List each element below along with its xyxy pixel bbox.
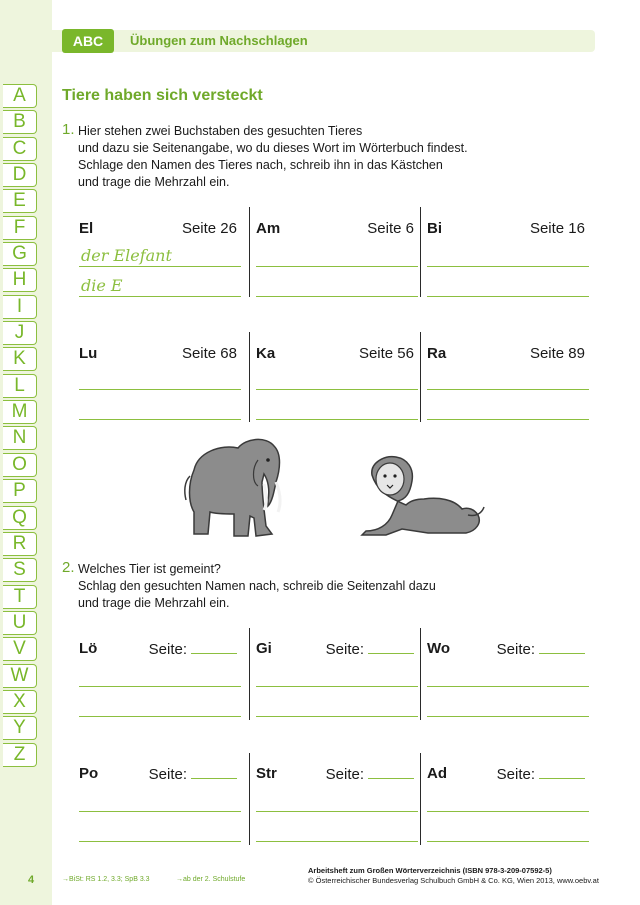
- task1-line: Hier stehen zwei Buchstaben des gesuchten Tieres: [78, 124, 363, 138]
- cell-letters: Gi: [256, 640, 272, 657]
- seite-label: Seite:: [496, 641, 535, 658]
- search-cell: [427, 640, 589, 720]
- seite-label: Seite:: [148, 766, 187, 783]
- alphabet-tab-q: Q: [3, 506, 37, 530]
- alphabet-tab-u: U: [3, 611, 37, 635]
- alphabet-tab-w: W: [3, 664, 37, 688]
- answer-line[interactable]: [256, 841, 418, 842]
- elephant-illustration: [176, 430, 296, 545]
- lookup-cell: [427, 345, 589, 425]
- alphabet-tab-x: X: [3, 690, 37, 714]
- search-cell: [256, 640, 418, 720]
- search-cell: [427, 765, 589, 845]
- alphabet-tab-l: L: [3, 374, 37, 398]
- alphabet-tab-b: B: [3, 110, 37, 134]
- cell-page: Seite 26: [181, 220, 237, 237]
- answer-line[interactable]: [79, 716, 241, 717]
- answer-line[interactable]: [79, 686, 241, 687]
- answer-line[interactable]: [256, 811, 418, 812]
- cell-letters: El: [79, 220, 94, 237]
- lookup-cell: [427, 220, 589, 300]
- lion-illustration: [358, 455, 488, 540]
- alphabet-tab-d: D: [3, 163, 37, 187]
- abc-badge: ABC: [62, 29, 114, 53]
- seite-label: Seite:: [496, 766, 535, 783]
- seite-label: Seite:: [148, 641, 187, 658]
- search-cell: [79, 640, 241, 720]
- cell-letters: Lu: [79, 345, 98, 362]
- lookup-cell: [256, 220, 418, 300]
- task2-line: Schlag den gesuchten Namen nach, schreib die Seitenzahl dazu: [78, 579, 436, 593]
- column-divider: [249, 207, 250, 297]
- task1-number: 1.: [62, 121, 75, 138]
- alphabet-tab-v: V: [3, 637, 37, 661]
- alphabet-tab-h: H: [3, 268, 37, 292]
- seite-label: Seite:: [325, 766, 364, 783]
- alphabet-tab-i: I: [3, 295, 37, 319]
- alphabet-tab-y: Y: [3, 716, 37, 740]
- cell-letters: Bi: [427, 220, 442, 237]
- column-divider: [420, 628, 421, 720]
- cell-letters: Ka: [256, 345, 276, 362]
- alphabet-tab-s: S: [3, 558, 37, 582]
- cell-page: Seite 16: [529, 220, 585, 237]
- cell-letters: Ra: [427, 345, 447, 362]
- answer-line[interactable]: [79, 811, 241, 812]
- task2-instructions: [78, 561, 436, 612]
- alphabet-tab-p: P: [3, 479, 37, 503]
- copyright: © Österreichischer Bundesverlag Schulbuch GmbH & Co. KG, Wien 2013, www.oebv.at: [308, 876, 599, 885]
- answer-line[interactable]: [79, 419, 241, 420]
- alphabet-tab-o: O: [3, 453, 37, 477]
- example-answer-singular: der Elefant: [81, 246, 172, 265]
- alphabet-tab-t: T: [3, 585, 37, 609]
- header-title: Übungen zum Nachschlagen: [130, 33, 308, 48]
- alphabet-tab-e: E: [3, 189, 37, 213]
- cell-letters: Str: [256, 765, 277, 782]
- page-field: [497, 640, 585, 658]
- answer-line[interactable]: [256, 389, 418, 390]
- alphabet-tab-f: F: [3, 216, 37, 240]
- seite-label: Seite:: [325, 641, 364, 658]
- alphabet-tab-n: N: [3, 426, 37, 450]
- alphabet-tab-a: A: [3, 84, 37, 108]
- page-number: 4: [28, 874, 35, 886]
- cell-letters: Wo: [427, 640, 451, 657]
- bist-reference: →BiSt: RS 1.2, 3.3; SpB 3.3: [62, 876, 150, 883]
- task1-line: Schlage den Namen des Tieres nach, schreib ihn in das Kästchen: [78, 158, 443, 172]
- alphabet-tab-j: J: [3, 321, 37, 345]
- answer-line[interactable]: [256, 266, 418, 267]
- column-divider: [420, 207, 421, 297]
- page-number-blank[interactable]: [368, 640, 414, 654]
- search-cell: [256, 765, 418, 845]
- page-field: [326, 640, 414, 658]
- alphabet-tab-r: R: [3, 532, 37, 556]
- answer-line[interactable]: [427, 296, 589, 297]
- task2-line: und trage die Mehrzahl ein.: [78, 596, 230, 610]
- lookup-cell: [79, 220, 241, 300]
- task2-line: Welches Tier ist gemeint?: [78, 562, 221, 576]
- section-title: Tiere haben sich versteckt: [62, 87, 263, 104]
- answer-line[interactable]: [79, 841, 241, 842]
- task2-number: 2.: [62, 559, 75, 576]
- cell-page: Seite 68: [181, 345, 237, 362]
- alphabet-tab-z: Z: [3, 743, 37, 767]
- search-cell: [79, 765, 241, 845]
- answer-line[interactable]: [256, 296, 418, 297]
- answer-line[interactable]: [427, 266, 589, 267]
- answer-line[interactable]: [427, 841, 589, 842]
- answer-line[interactable]: [427, 389, 589, 390]
- lookup-cell: [256, 345, 418, 425]
- cell-page: Seite 89: [529, 345, 585, 362]
- task1-line: und trage die Mehrzahl ein.: [78, 175, 230, 189]
- answer-line[interactable]: [427, 716, 589, 717]
- page-field: [149, 640, 237, 658]
- column-divider: [249, 332, 250, 422]
- publication-title: Arbeitsheft zum Großen Wörterverzeichnis (ISBN 978-3-209-07592-5): [308, 866, 552, 875]
- answer-line[interactable]: [79, 266, 241, 267]
- column-divider: [420, 753, 421, 845]
- task1-instructions: [78, 123, 468, 191]
- page-number-blank[interactable]: [368, 765, 414, 779]
- answer-line[interactable]: [256, 686, 418, 687]
- answer-line[interactable]: [427, 686, 589, 687]
- page-number-blank[interactable]: [539, 765, 585, 779]
- page-number-blank[interactable]: [539, 640, 585, 654]
- answer-line[interactable]: [79, 296, 241, 297]
- cell-letters: Ad: [427, 765, 447, 782]
- column-divider: [420, 332, 421, 422]
- answer-line[interactable]: [427, 811, 589, 812]
- answer-line[interactable]: [427, 419, 589, 420]
- page-field: [326, 765, 414, 783]
- lookup-cell: [79, 345, 241, 425]
- page-number-blank[interactable]: [191, 640, 237, 654]
- column-divider: [249, 628, 250, 720]
- cell-page: Seite 6: [367, 220, 414, 237]
- column-divider: [249, 753, 250, 845]
- cell-letters: Lö: [79, 640, 98, 657]
- alphabet-tabs: [3, 84, 37, 769]
- page-number-blank[interactable]: [191, 765, 237, 779]
- page-field: [149, 765, 237, 783]
- answer-line[interactable]: [79, 389, 241, 390]
- cell-page: Seite 56: [358, 345, 414, 362]
- alphabet-tab-c: C: [3, 137, 37, 161]
- cell-letters: Am: [256, 220, 281, 237]
- cell-letters: Po: [79, 765, 99, 782]
- answer-line[interactable]: [256, 419, 418, 420]
- alphabet-tab-g: G: [3, 242, 37, 266]
- alphabet-tab-k: K: [3, 347, 37, 371]
- page-field: [497, 765, 585, 783]
- alphabet-tab-m: M: [3, 400, 37, 424]
- answer-line[interactable]: [256, 716, 418, 717]
- grade-level: →ab der 2. Schulstufe: [176, 876, 246, 883]
- task1-line: und dazu sie Seitenangabe, wo du dieses Wort im Wörterbuch findest.: [78, 141, 468, 155]
- example-answer-plural: die E: [81, 276, 123, 295]
